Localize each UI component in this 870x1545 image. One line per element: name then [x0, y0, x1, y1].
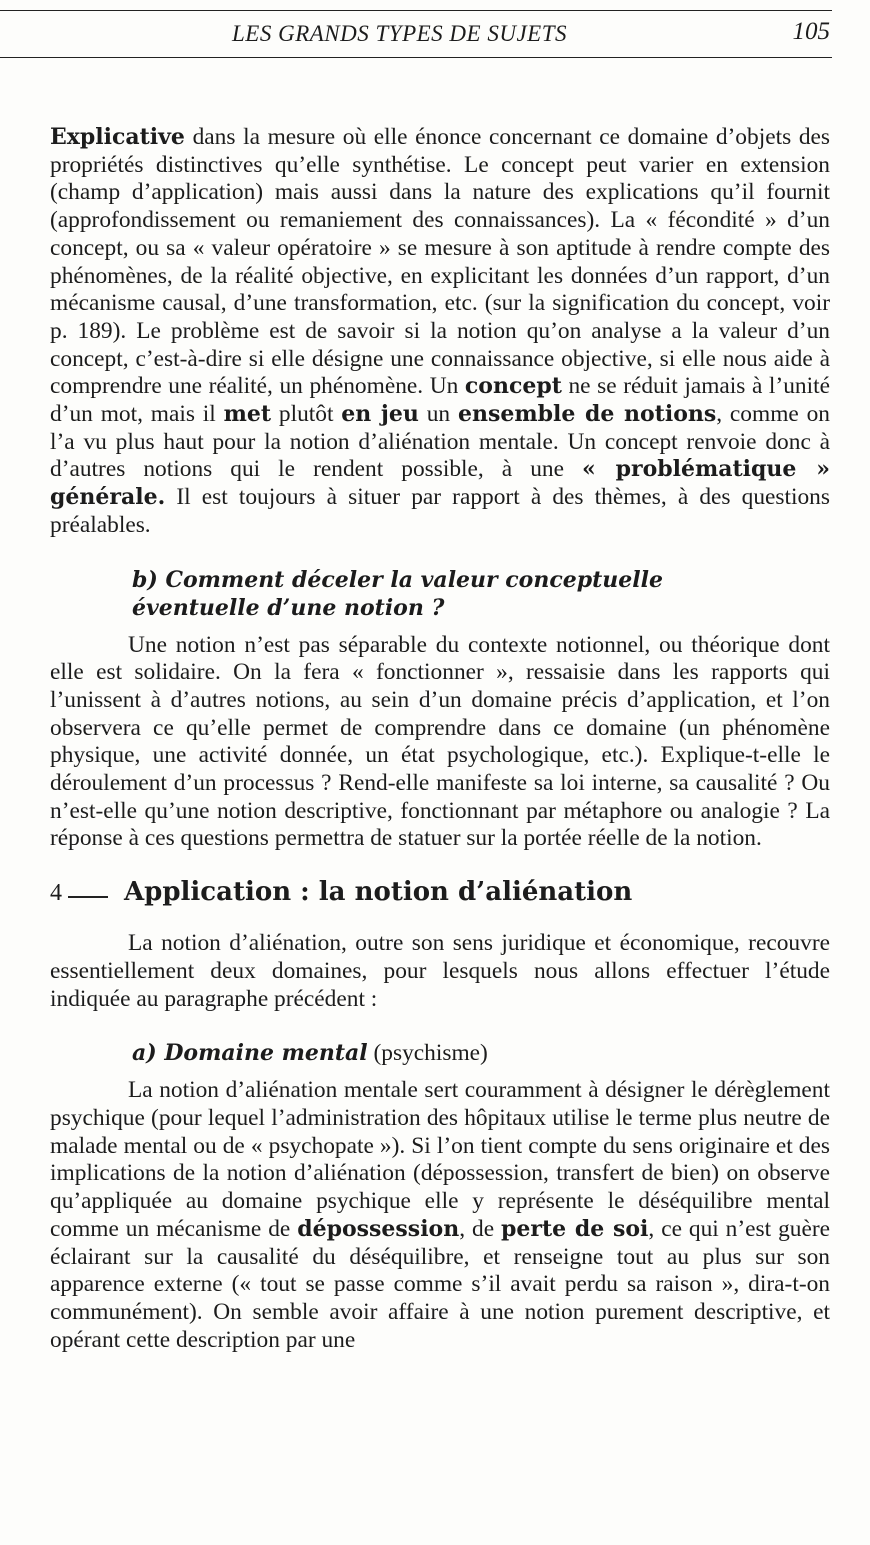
text-run: Il est toujours à situer par rapport à des thèmes, à des questions préalables. [50, 484, 830, 538]
bold-term: ensemble de notions [457, 401, 717, 428]
subheading-line: b) Comment déceler la valeur conceptuelle [132, 566, 663, 593]
text-run: un [418, 401, 458, 428]
paragraph-alienation-intro: La notion d’aliénation, outre son sens juridique et économique, recouvre essentiellement deux domaines, pour lesquels nous allons effectuer l’étude indiquée au paragraphe précédent : [50, 930, 830, 1012]
text-run: plutôt [271, 401, 342, 428]
running-title: LES GRANDS TYPES DE SUJETS [232, 21, 567, 46]
paragraph-explicative [50, 124, 830, 540]
bold-term: concept [464, 373, 562, 400]
text-run: dans la mesure où elle énonce concernant ce domaine d’objets des propriétés distinctives qu’elle synthétise. Le concept peut varier en extension (champ d’application) mais aussi dans la nature des explications qu’il fournit (approfondissement ou remaniement des connaissances). La « fécondité » d’un concept, ou sa « valeur opératoire » se mesure à son aptitude à rendre compte des phénomènes, de la réalité objective, en explicitant les données d’un rapport, d’un mécanisme causal, d’une transformation, etc. (sur la signification du concept, voir p. 189). Le problème est de savoir si la notion qu’on analyse a la valeur d’un concept, c’est-à-dire si elle désigne une connaissance objective, si elle nous aide à comprendre une réalité, un phénomène. Un [50, 124, 830, 400]
text-run: , comme on l’a vu plus haut pour la notion d’aliénation mentale. Un concept renvoie donc à d’autres notions qui le rendent possible, à une [50, 401, 830, 483]
text-run: ne se réduit jamais à l’unité d’un mot, mais il [50, 373, 830, 428]
text-run: , de [459, 1215, 502, 1242]
bold-term: dépossession [297, 1215, 460, 1242]
bold-term: perte de soi [501, 1215, 649, 1242]
section-dash [68, 896, 108, 898]
page-body [50, 124, 830, 1354]
subheading-line: éventuelle d’une notion ? [132, 594, 445, 621]
bold-term: Explicative [50, 124, 185, 150]
bold-term: « problématique » générale. [50, 456, 831, 511]
subheading-suffix: (psychisme) [367, 1040, 488, 1067]
subheading-a [132, 1039, 830, 1067]
subheading-title: a) Domaine mental [132, 1040, 368, 1067]
paragraph-mental-domain [50, 1077, 830, 1354]
bold-term: met [223, 401, 272, 428]
section-number: 4 [50, 880, 62, 907]
paragraph-notion-context: Une notion n’est pas séparable du contexte notionnel, ou théorique dont elle est solidaire. On la fera « fonctionner », ressaisie dans les rapports qui l’unissent à d’autres notions, au sein d’un domaine précis d’application, et l’on observera ce qu’elle permet de comprendre dans ce domaine (un phénomène physique, une activité donnée, un état psychologique, etc.). Explique-t-elle le déroulement d’un processus ? Rend-elle manifeste sa loi interne, sa causalité ? Ou n’est-elle qu’une notion descriptive, fonctionnant par métaphore ou analogie ? La réponse à ces questions permettra de statuer sur la portée réelle de la notion. [50, 631, 830, 852]
running-header [0, 10, 832, 58]
subheading-b [132, 566, 830, 622]
section-title: Application : la notion d’aliénation [124, 877, 633, 908]
text-run: La notion d’aliénation mentale sert couramment à désigner le dérèglement psychique (pour lequel l’administration des hôpitaux utilise le terme plus neutre de malade mental ou de « psychopate »). Si l’on tient compte du sens originaire et des implications de la notion d’aliénation (dépossession, transfert de bien) on observe qu’appliquée au domaine psychique elle y représente le déséquilibre mental comme un mécanisme de [50, 1077, 830, 1242]
section-heading [50, 875, 830, 910]
text-run: , ce qui n’est guère éclairant sur la causalité du déséquilibre, et renseigne tout au plus sur son apparence externe (« tout se passe comme s’il avait perdu sa raison », dira-t-on communément). On semble avoir affaire à une notion purement descriptive, et opérant cette description par une [50, 1215, 831, 1353]
page-number: 105 [792, 18, 830, 45]
bold-term: en jeu [341, 401, 419, 428]
